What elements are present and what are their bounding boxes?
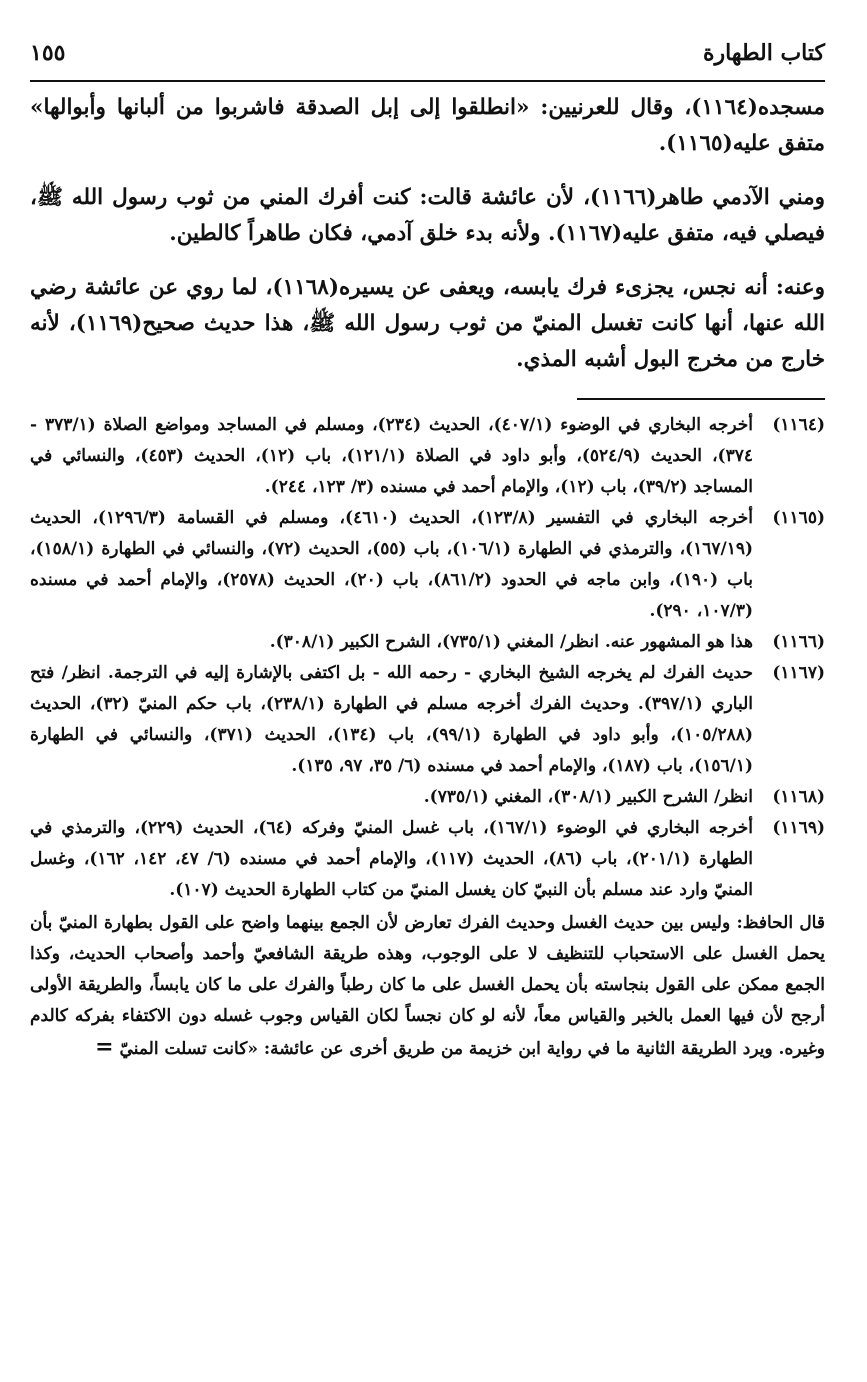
footnote-1169 — [30, 813, 825, 906]
paragraph-3: وعنه: أنه نجس، يجزىء فرك يابسه، ويعفى عن يسيره(١١٦٨)، لما روي عن عائشة رضي الله عنها، أنها كانت تغسل المنيّ من ثوب رسول الله ﷺ، هذا حديث صحيح(١١٦٩)، لأنه خارج من مخرج البول أشبه المذي. — [30, 275, 825, 372]
footnote-text: انظر/ الشرح الكبير (٣٠٨/١)، المغني (٧٣٥/١). — [423, 787, 753, 807]
footnote-text: هذا هو المشهور عنه. انظر/ المغني (٧٣٥/١)، الشرح الكبير (٣٠٨/١). — [269, 632, 753, 652]
page-header — [30, 26, 825, 66]
footnote-text: أخرجه البخاري في الوضوء (١٦٧/١)، باب غسل المنيّ وفركه (٦٤)، الحديث (٢٢٩)، والترمذي في الطهارة (٢٠١/١)، باب (٨٦)، الحديث (١١٧)، والإمام أحمد في مسنده (٦/ ٤٧، ١٤٢، ١٦٢)، وغسل المنيّ وارد عند مسلم بأن النبيّ كان يغسل المنيّ من كتاب الطهارة الحديث (١٠٧). — [30, 818, 754, 900]
footnote-number: (١١٦٤) — [772, 415, 825, 435]
book-page — [30, 26, 825, 1356]
hafiz-commentary — [30, 908, 825, 1065]
book-title: كتاب الطهارة — [702, 40, 825, 66]
footnote-separator — [577, 398, 825, 400]
footnote-1166 — [30, 627, 825, 658]
footnote-1168 — [30, 782, 825, 813]
footnote-number: (١١٦٨) — [772, 787, 825, 807]
paragraph-2: ومني الآدمي طاهر(١١٦٦)، لأن عائشة قالت: كنت أفرك المني من ثوب رسول الله ﷺ، فيصلي فيه، متفق عليه(١١٦٧). ولأنه بدء خلق آدمي، فكان طاهراً كالطين. — [30, 185, 825, 246]
footnotes — [30, 410, 825, 906]
footnote-1165 — [30, 503, 825, 627]
header-rule — [30, 80, 825, 82]
paragraph-1: مسجده(١١٦٤)، وقال للعرنيين: «انطلقوا إلى إبل الصدقة فاشربوا من ألبانها وأبوالها» متفق عليه(١١٦٥). — [30, 95, 825, 156]
commentary-text: قال الحافظ: وليس بين حديث الغسل وحديث الفرك تعارض لأن الجمع بينهما واضح على القول بطهارة المنيّ بأن يحمل الغسل على الاستحباب للتنظيف لا على الوجوب، وهذه طريقة الشافعيّ وأحمد وأصحاب الحديث، وكذا الجمع ممكن على القول بنجاسته بأن يحمل الغسل على ما كان رطباً والفرك على ما كان يابساً، والطريقة الأولى أرجح لأن فيها العمل بالخبر والقياس معاً، لأنه لو كان نجساً لكان القياس وجوب غسله دون الاكتفاء بفركه كالدم وغيره. ويرد الطريقة الثانية ما في رواية ابن خزيمة من طريق أخرى عن عائشة: «كانت تسلت المنيّ — [30, 913, 825, 1059]
footnote-text: أخرجه البخاري في الوضوء (٤٠٧/١)، الحديث (٢٣٤)، ومسلم في المساجد ومواضع الصلاة (٣٧٣/١ - ٣٧٤)، الحديث (٥٢٤/٩)، وأبو داود في الصلاة (١٢١/١)، باب (١٢)، الحديث (٤٥٣)، والنسائي في المساجد (٣٩/٢)، باب (١٢)، والإمام أحمد في مسنده (٣/ ١٢٣، ٢٤٤). — [30, 415, 754, 497]
footnote-number: (١١٦٦) — [772, 632, 825, 652]
main-text — [30, 90, 825, 378]
footnote-1167 — [30, 658, 825, 782]
footnote-text: أخرجه البخاري في التفسير (١٢٣/٨)، الحديث (٤٦١٠)، ومسلم في القسامة (١٢٩٦/٣)، الحديث (١٦٧/١٩)، والترمذي في الطهارة (١٠٦/١)، باب (٥٥)، الحديث (٧٢)، والنسائي في الطهارة (١٥٨/١)، باب (١٩٠)، وابن ماجه في الحدود (٨٦١/٢)، باب (٢٠)، الحديث (٢٥٧٨)، والإمام أحمد في مسنده (١٠٧/٣، ٢٩٠). — [30, 508, 754, 621]
footnote-number: (١١٦٧) — [772, 663, 825, 683]
page-number: ١٥٥ — [30, 40, 66, 66]
footnote-text: حديث الفرك لم يخرجه الشيخ البخاري - رحمه الله - بل اكتفى بالإشارة إليه في الترجمة. انظر/ فتح الباري (٣٩٧/١). وحديث الفرك أخرجه مسلم في الطهارة (٢٣٨/١)، باب حكم المنيّ (٣٢)، الحديث (١٠٥/٢٨٨)، وأبو داود في الطهارة (٩٩/١)، باب (١٣٤)، الحديث (٣٧١)، والنسائي في الطهارة (١٥٦/١)، باب (١٨٧)، والإمام أحمد في مسنده (٦/ ٣٥، ٩٧، ١٣٥). — [30, 663, 753, 776]
continuation-mark: = — [95, 1034, 114, 1060]
footnote-number: (١١٦٥) — [772, 508, 825, 528]
footnote-1164 — [30, 410, 825, 503]
footnote-number: (١١٦٩) — [772, 818, 825, 838]
